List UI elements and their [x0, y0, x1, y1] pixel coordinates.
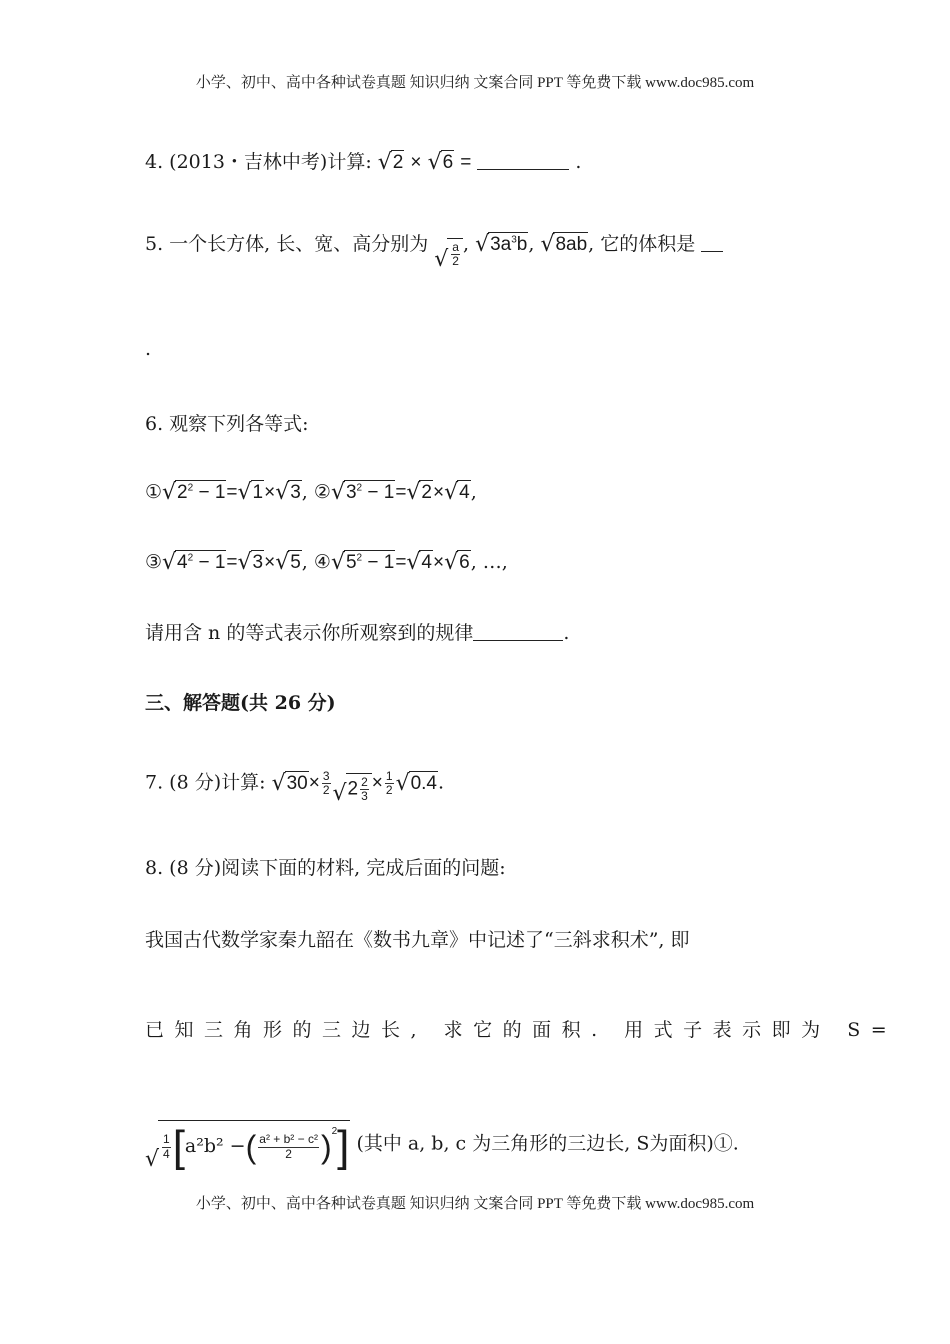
sqrt-expression: √ $2^2 - 1$ — [162, 480, 226, 502]
sqrt-3: √ 3 — [238, 550, 265, 572]
period: . — [575, 151, 582, 173]
sqrt-3a3b: √ $3a^3b$ — [475, 232, 528, 254]
q8-paragraph-1: 我国古代数学家秦九韶在《数书九章》中记述了“三斜求积术”, 即 — [145, 929, 690, 951]
sqrt-expression: √ $4^2 - 1$ — [162, 550, 226, 572]
sqrt-expression: √ $5^2 - 1$ — [331, 550, 395, 572]
q5-continuation: . — [145, 338, 152, 360]
sqrt-8ab: √ 8ab — [540, 232, 588, 254]
p2-text-b: . 用式子表示即为 S= — [591, 1019, 898, 1041]
q4-prefix: 4. (2013・吉林中考)计算: — [145, 151, 372, 173]
times-sign: × — [410, 152, 422, 173]
equals-sign: = — [460, 152, 472, 173]
circled-1: ① — [145, 481, 163, 503]
circled-4: ④ — [313, 551, 331, 573]
sqrt-a-over-2: √ $\frac{a}{2}$ — [434, 238, 463, 268]
rule-text: 请用含 n 的等式表示你所观察到的规律 — [145, 622, 474, 644]
page-footer: 小学、初中、高中各种试卷真题 知识归纳 文案合同 PPT 等免费下载 www.doc985.com — [195, 1196, 755, 1212]
sqrt-6: √ 6 — [428, 150, 455, 172]
question-5: 5. 一个长方体, 长、宽、高分别为 √ $\frac{a}{2}$ , √ $3a^3b$, √ 8ab, 它的体积是 — [145, 232, 723, 269]
question-4 — [145, 150, 581, 172]
heron-formula: √ $\frac{1}{4}$ [a²b² −( $\frac{\text{a² + b² − c²}}{2}$ )$^2$] — [145, 1120, 350, 1169]
question-7: 7. (8 分)计算: √ 30× $\frac{3}{2}$ √ 2 $\frac{2}{3}$ × $\frac{1}{2}$ √ 0.4. — [145, 770, 444, 803]
answer-blank[interactable] — [473, 624, 563, 641]
sqrt-2: √ 2 — [378, 150, 405, 172]
circled-2: ② — [313, 481, 331, 503]
q7-prefix: 7. (8 分)计算: — [145, 771, 266, 794]
sqrt-6: √ 6 — [444, 550, 471, 572]
section-title: 三、解答题(共 26 分) — [145, 692, 336, 714]
sqrt-5: √ 5 — [275, 550, 302, 572]
sqrt-expression: √ $3^2 - 1$ — [331, 480, 395, 502]
circled-3: ③ — [145, 551, 163, 573]
sqrt-1: √ 1 — [238, 480, 265, 502]
sqrt-30: √ 30 — [272, 771, 309, 793]
sqrt-2: √ 2 — [406, 480, 433, 502]
page-header: 小学、初中、高中各种试卷真题 知识归纳 文案合同 PPT 等免费下载 www.doc985.com — [195, 75, 755, 91]
q8-paragraph-2 — [145, 1021, 897, 1040]
sqrt-0-4: √ 0.4 — [396, 771, 438, 793]
sqrt-4: √ 4 — [444, 480, 471, 502]
q8-number: 8 — [145, 857, 158, 879]
sqrt-4: √ 4 — [406, 550, 433, 572]
q6-equations-row-1: ① √ $2^2 - 1=$ √ 1× √ 3, ② √ $3^2 - 1=$ √ 2× √ 4, — [145, 480, 477, 502]
p2-text-a: 已知三角形的三边长, 求它的面积 — [145, 1019, 592, 1041]
q6-equations-row-2: ③ √ $4^2 - 1=$ √ 3× √ 5, ④ √ $5^2 - 1=$ √ 4× √ 6, …, — [145, 550, 508, 572]
sqrt-3: √ 3 — [275, 480, 302, 502]
question-6: 6. 观察下列各等式: — [145, 413, 309, 435]
formula-explanation-tail: 为面积)①. — [649, 1132, 739, 1155]
q8-prefix: . (8 分)阅读下面的材料, 完成后面的问题: — [157, 857, 506, 879]
formula-explanation: (其中 a, b, c 为三角形的三边长, S — [356, 1132, 650, 1155]
q6-rule-prompt — [145, 624, 569, 643]
sqrt-mixed-2-2-3: √ 2 $\frac{2}{3}$ — [333, 773, 372, 803]
q8-formula-line — [145, 1120, 739, 1176]
period: . — [563, 622, 570, 644]
q5-suffix: 它的体积是 — [600, 233, 696, 255]
question-8 — [145, 859, 506, 878]
q5-prefix: 5. 一个长方体, 长、宽、高分别为 — [145, 233, 429, 255]
answer-blank[interactable] — [701, 235, 723, 252]
answer-blank[interactable] — [477, 153, 569, 170]
